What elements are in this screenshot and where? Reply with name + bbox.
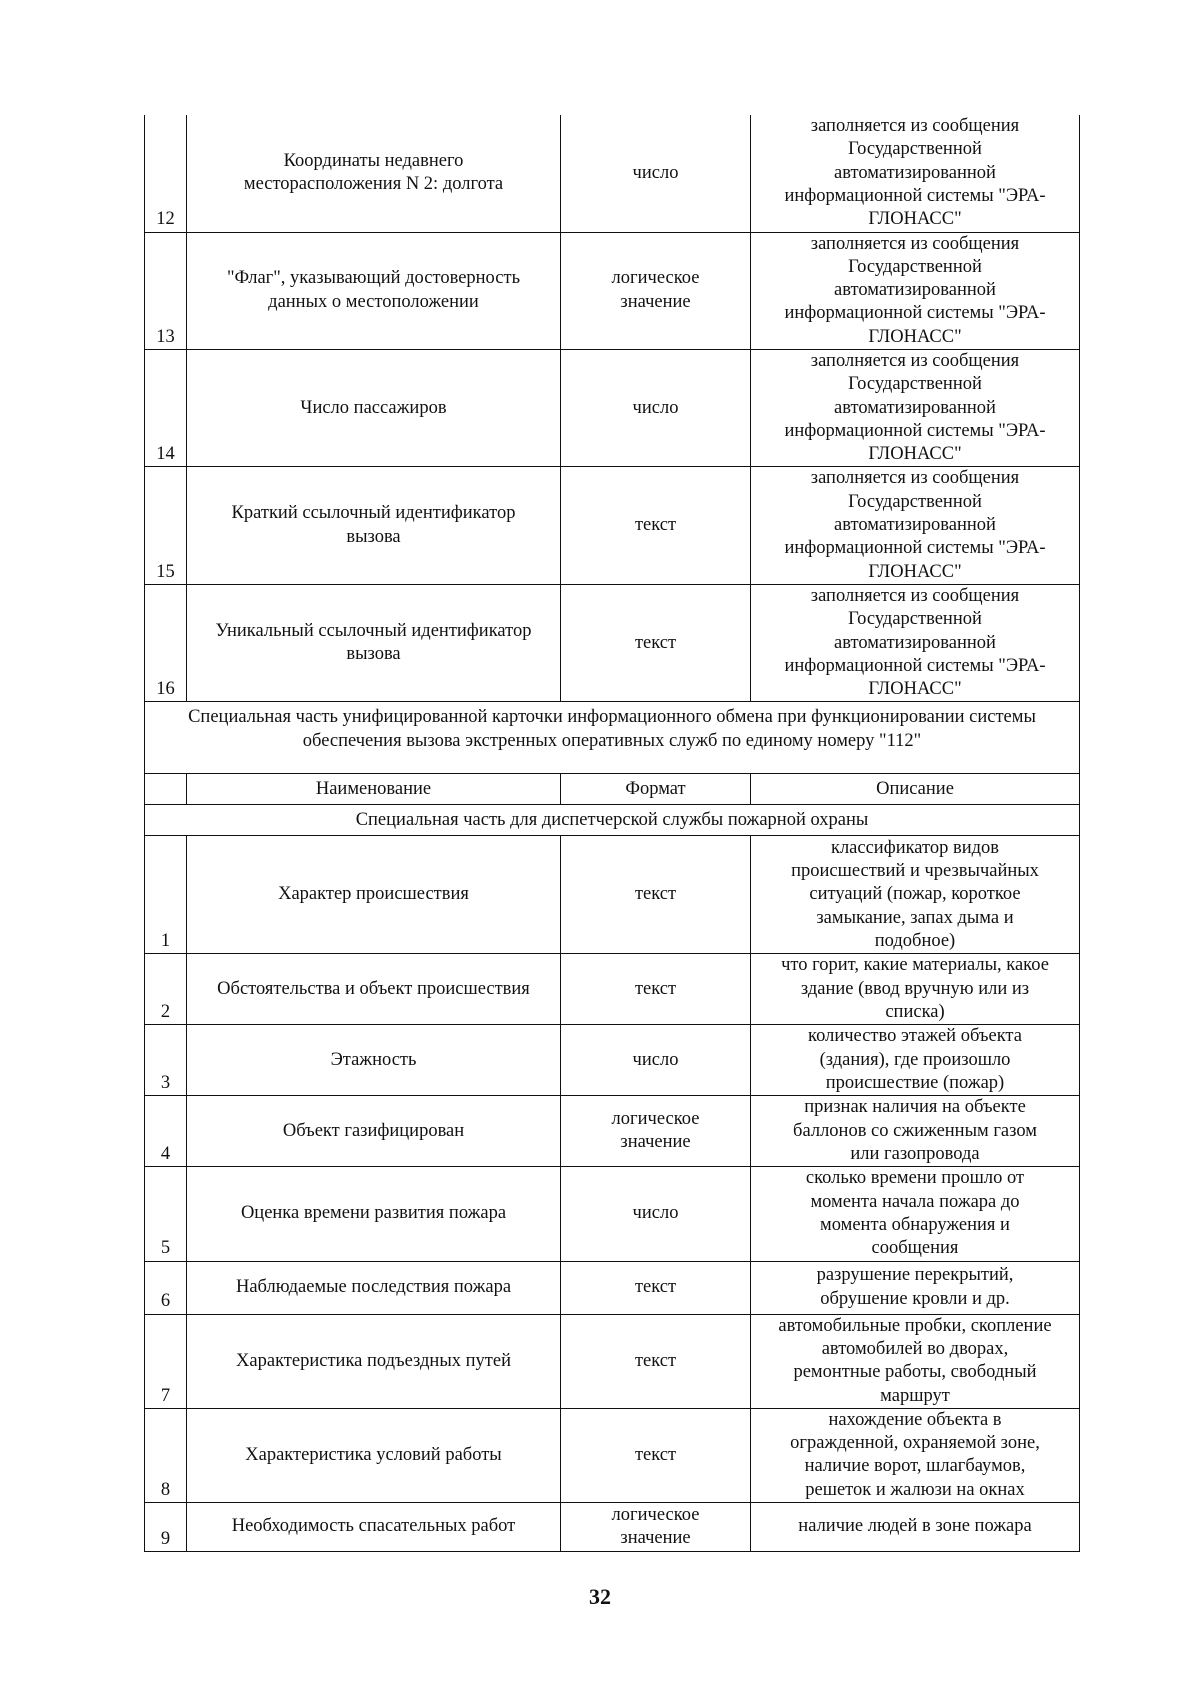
table-row — [145, 1167, 1080, 1261]
row-number: 14 — [145, 349, 187, 466]
subsection-title-row — [145, 805, 1080, 836]
subsection-title: Специальная часть для диспетчерской службы пожарной охраны — [145, 805, 1080, 836]
row-number: 1 — [145, 836, 187, 954]
field-description: количество этажей объекта (здания), где произошло происшествие (пожар) — [751, 1025, 1080, 1096]
section-title: Специальная часть унифицированной карточки информационного обмена при функционировании системы обеспечения вызова экстренных оперативных служб по единому номеру "112" — [145, 702, 1080, 774]
field-name: Объект газифицирован — [187, 1096, 561, 1167]
table-row — [145, 349, 1080, 466]
row-number: 6 — [145, 1261, 187, 1314]
table-row — [145, 836, 1080, 954]
field-format: число — [561, 349, 751, 466]
row-number: 8 — [145, 1408, 187, 1502]
table-row — [145, 1314, 1080, 1408]
row-number: 9 — [145, 1503, 187, 1552]
field-format: текст — [561, 1314, 751, 1408]
field-description: нахождение объекта в огражденной, охраняемой зоне, наличие ворот, шлагбаумов, решеток и жалюзи на окнах — [751, 1408, 1080, 1502]
field-format: логическое значение — [561, 1503, 751, 1552]
header-format: Формат — [561, 774, 751, 805]
field-name: Характеристика подъездных путей — [187, 1314, 561, 1408]
field-format: число — [561, 1167, 751, 1261]
field-format: число — [561, 115, 751, 232]
row-number: 7 — [145, 1314, 187, 1408]
row-number: 16 — [145, 584, 187, 701]
row-number: 12 — [145, 115, 187, 232]
row-number: 2 — [145, 954, 187, 1025]
field-description: разрушение перекрытий, обрушение кровли и др. — [751, 1261, 1080, 1314]
table-row — [145, 584, 1080, 701]
header-row — [145, 774, 1080, 805]
field-description: заполняется из сообщения Государственной автоматизированной информационной системы "ЭРА- ГЛОНАСС" — [751, 115, 1080, 232]
field-name: Необходимость спасательных работ — [187, 1503, 561, 1552]
field-format: логическое значение — [561, 1096, 751, 1167]
field-format: текст — [561, 1261, 751, 1314]
field-name: Наблюдаемые последствия пожара — [187, 1261, 561, 1314]
table-row — [145, 954, 1080, 1025]
data-table — [144, 115, 1080, 1552]
table-row — [145, 1096, 1080, 1167]
field-description: сколько времени прошло от момента начала пожара до момента обнаружения и сообщения — [751, 1167, 1080, 1261]
field-description: что горит, какие материалы, какое здание (ввод вручную или из списка) — [751, 954, 1080, 1025]
field-name: Этажность — [187, 1025, 561, 1096]
field-name: Характер происшествия — [187, 836, 561, 954]
table-row — [145, 232, 1080, 349]
field-format: текст — [561, 584, 751, 701]
field-description: автомобильные пробки, скопление автомобилей во дворах, ремонтные работы, свободный маршрут — [751, 1314, 1080, 1408]
section-title-row — [145, 702, 1080, 774]
field-format: текст — [561, 836, 751, 954]
row-number: 15 — [145, 467, 187, 584]
field-format: число — [561, 1025, 751, 1096]
field-name: Характеристика условий работы — [187, 1408, 561, 1502]
field-description: классификатор видов происшествий и чрезвычайных ситуаций (пожар, короткое замыкание, запах дыма и подобное) — [751, 836, 1080, 954]
field-name: "Флаг", указывающий достоверность данных о местоположении — [187, 232, 561, 349]
table-row — [145, 1503, 1080, 1552]
table-row — [145, 1408, 1080, 1502]
row-number: 13 — [145, 232, 187, 349]
field-name: Координаты недавнего месторасположения N 2: долгота — [187, 115, 561, 232]
field-description: заполняется из сообщения Государственной автоматизированной информационной системы "ЭРА- ГЛОНАСС" — [751, 349, 1080, 466]
field-name: Краткий ссылочный идентификатор вызова — [187, 467, 561, 584]
field-description: признак наличия на объекте баллонов со сжиженным газом или газопровода — [751, 1096, 1080, 1167]
field-format: текст — [561, 1408, 751, 1502]
field-name: Число пассажиров — [187, 349, 561, 466]
row-number: 5 — [145, 1167, 187, 1261]
field-format: логическое значение — [561, 232, 751, 349]
field-description: наличие людей в зоне пожара — [751, 1503, 1080, 1552]
row-number: 3 — [145, 1025, 187, 1096]
row-number: 4 — [145, 1096, 187, 1167]
table-row — [145, 1025, 1080, 1096]
field-name: Оценка времени развития пожара — [187, 1167, 561, 1261]
field-description: заполняется из сообщения Государственной автоматизированной информационной системы "ЭРА- ГЛОНАСС" — [751, 232, 1080, 349]
header-number-cell — [145, 774, 187, 805]
field-description: заполняется из сообщения Государственной автоматизированной информационной системы "ЭРА- ГЛОНАСС" — [751, 467, 1080, 584]
field-description: заполняется из сообщения Государственной автоматизированной информационной системы "ЭРА- ГЛОНАСС" — [751, 584, 1080, 701]
header-name: Наименование — [187, 774, 561, 805]
page-number: 32 — [589, 1584, 611, 1609]
header-description: Описание — [751, 774, 1080, 805]
field-format: текст — [561, 954, 751, 1025]
field-format: текст — [561, 467, 751, 584]
table-row — [145, 467, 1080, 584]
field-name: Уникальный ссылочный идентификатор вызова — [187, 584, 561, 701]
table-row — [145, 1261, 1080, 1314]
field-name: Обстоятельства и объект происшествия — [187, 954, 561, 1025]
table-row — [145, 115, 1080, 232]
